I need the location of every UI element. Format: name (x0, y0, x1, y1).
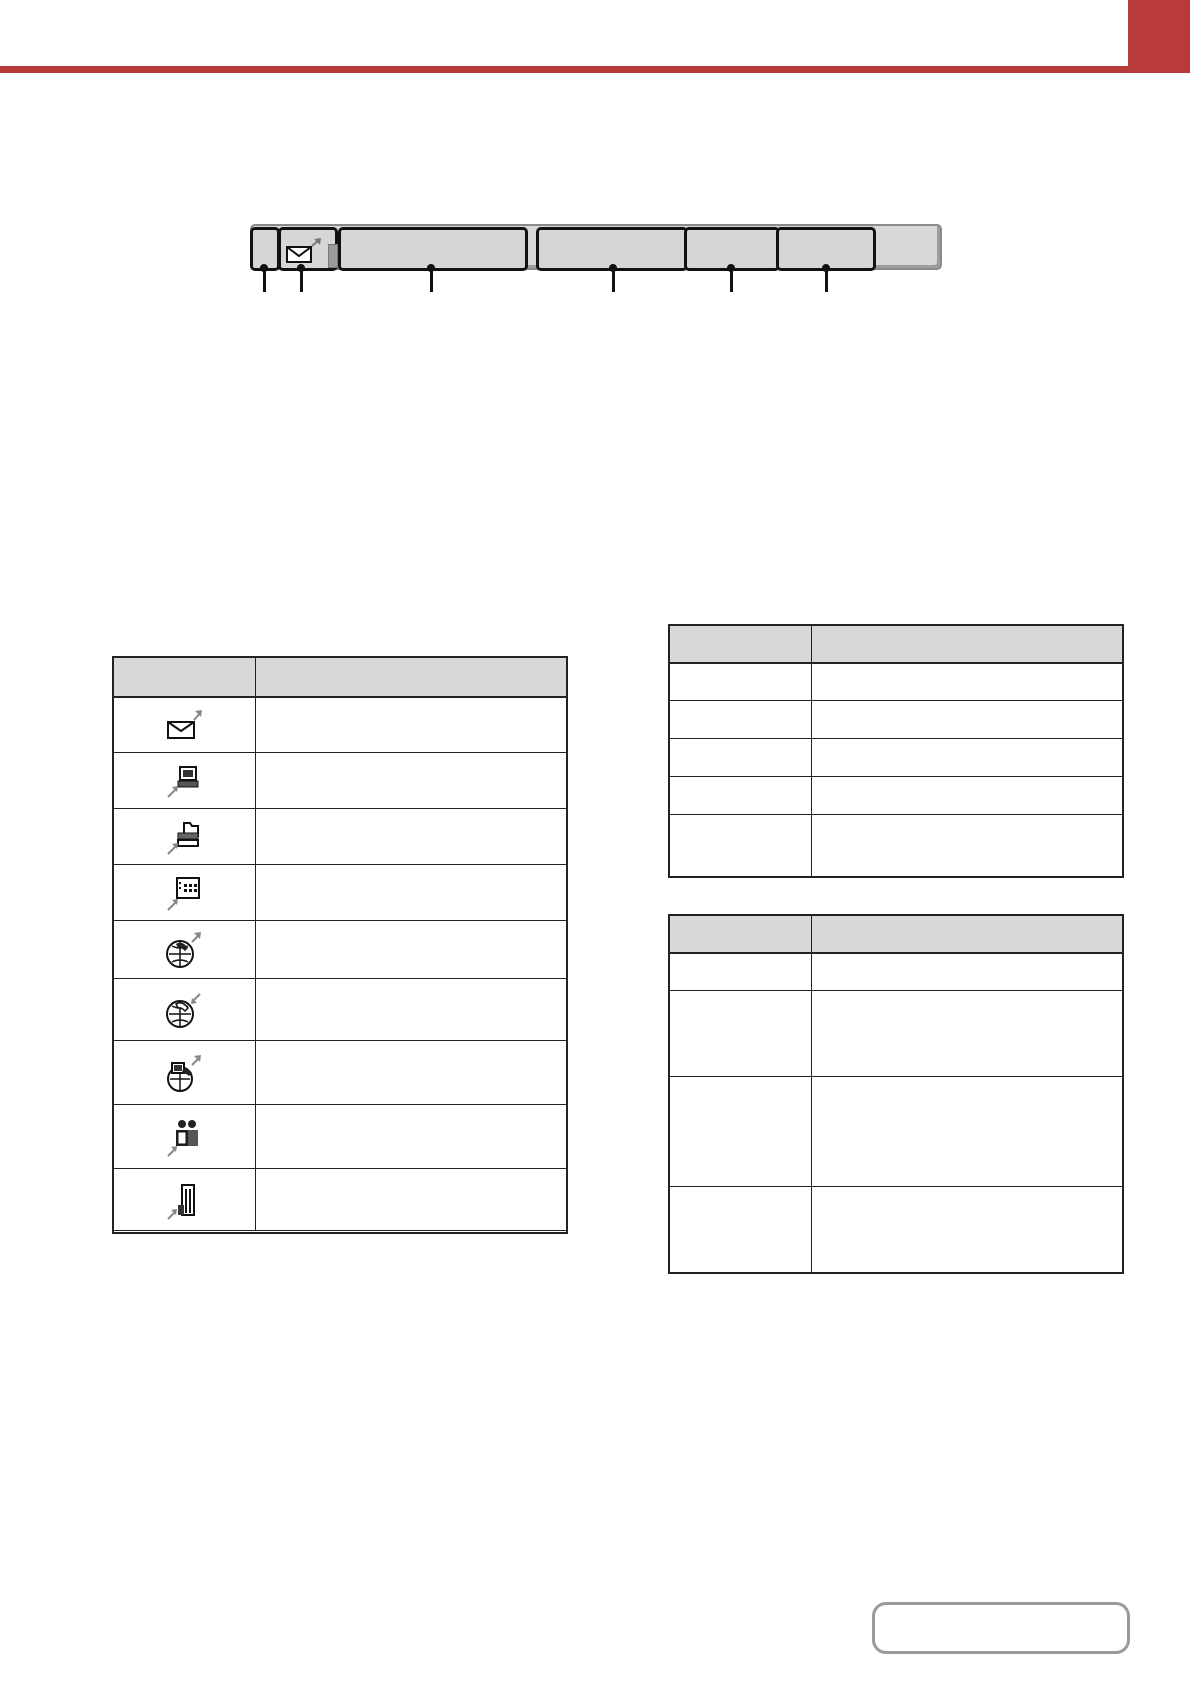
contents-button[interactable] (872, 1602, 1130, 1654)
row-description (256, 979, 568, 1041)
callout-dot-5 (727, 264, 735, 272)
header-cell (113, 657, 256, 697)
table-cell (669, 1077, 812, 1187)
row-description (256, 921, 568, 979)
row-description (256, 809, 568, 865)
people-send-icon (164, 1116, 204, 1158)
callout-dot-2 (297, 264, 305, 272)
table-row (113, 753, 568, 809)
row-description (256, 865, 568, 921)
callout-dot-4 (609, 264, 617, 272)
row-description (256, 1041, 568, 1105)
icon-table (112, 656, 568, 1231)
table-header (669, 625, 1124, 663)
table-row (669, 739, 1124, 777)
table-b (668, 624, 1124, 877)
table-cell (812, 815, 1124, 877)
scroll-indicator (328, 244, 338, 268)
table-row (669, 991, 1124, 1077)
corner-tab (1128, 0, 1190, 73)
table-row (669, 701, 1124, 739)
table-row (113, 865, 568, 921)
folder-server-send-icon (164, 817, 204, 857)
header-cell (669, 625, 812, 663)
table-cell (669, 953, 812, 991)
table-row (669, 1077, 1124, 1187)
table-row (113, 1105, 568, 1169)
header-cell (812, 915, 1124, 953)
table-cell (669, 1187, 812, 1273)
envelope-send-icon (286, 238, 322, 264)
table-header (669, 915, 1124, 953)
row-description (256, 1169, 568, 1231)
table-cell (812, 701, 1124, 739)
table-row (113, 921, 568, 979)
table-row (669, 953, 1124, 991)
fax-machine-send-icon (164, 1179, 204, 1221)
table-row (113, 1169, 568, 1231)
table-cell (812, 953, 1124, 991)
table-cell (669, 815, 812, 877)
table-header (113, 657, 568, 697)
table-c (668, 914, 1124, 1273)
callout-dot-1 (260, 264, 268, 272)
header-cell (812, 625, 1124, 663)
table-cell (812, 777, 1124, 815)
callout-dot-6 (822, 264, 830, 272)
table-cell (812, 663, 1124, 701)
row-description (256, 697, 568, 753)
table-row (113, 1041, 568, 1105)
globe-computer-send-icon (164, 1053, 204, 1093)
row-description (256, 753, 568, 809)
table-cell (812, 1187, 1124, 1273)
header-cell (669, 915, 812, 953)
table-row (113, 697, 568, 753)
row-description (256, 1105, 568, 1169)
table-row (669, 663, 1124, 701)
header-cell (256, 657, 568, 697)
table-row (113, 809, 568, 865)
table-cell (669, 991, 812, 1077)
table-cell (812, 739, 1124, 777)
table-cell (669, 777, 812, 815)
envelope-send-icon (164, 708, 204, 742)
header-rule (0, 66, 1128, 73)
table-cell (669, 701, 812, 739)
computer-send-icon (164, 761, 204, 801)
table-cell (812, 1077, 1124, 1187)
grid-panel-send-icon (164, 873, 204, 913)
globe-phone-send-icon (164, 930, 204, 970)
callout-dot-3 (427, 264, 435, 272)
table-row (669, 815, 1124, 877)
table-cell (669, 663, 812, 701)
globe-phone-receive-icon (164, 990, 204, 1030)
table-cell (669, 739, 812, 777)
table-cell (812, 991, 1124, 1077)
table-row (669, 1187, 1124, 1273)
table-row (669, 777, 1124, 815)
table-row (113, 979, 568, 1041)
